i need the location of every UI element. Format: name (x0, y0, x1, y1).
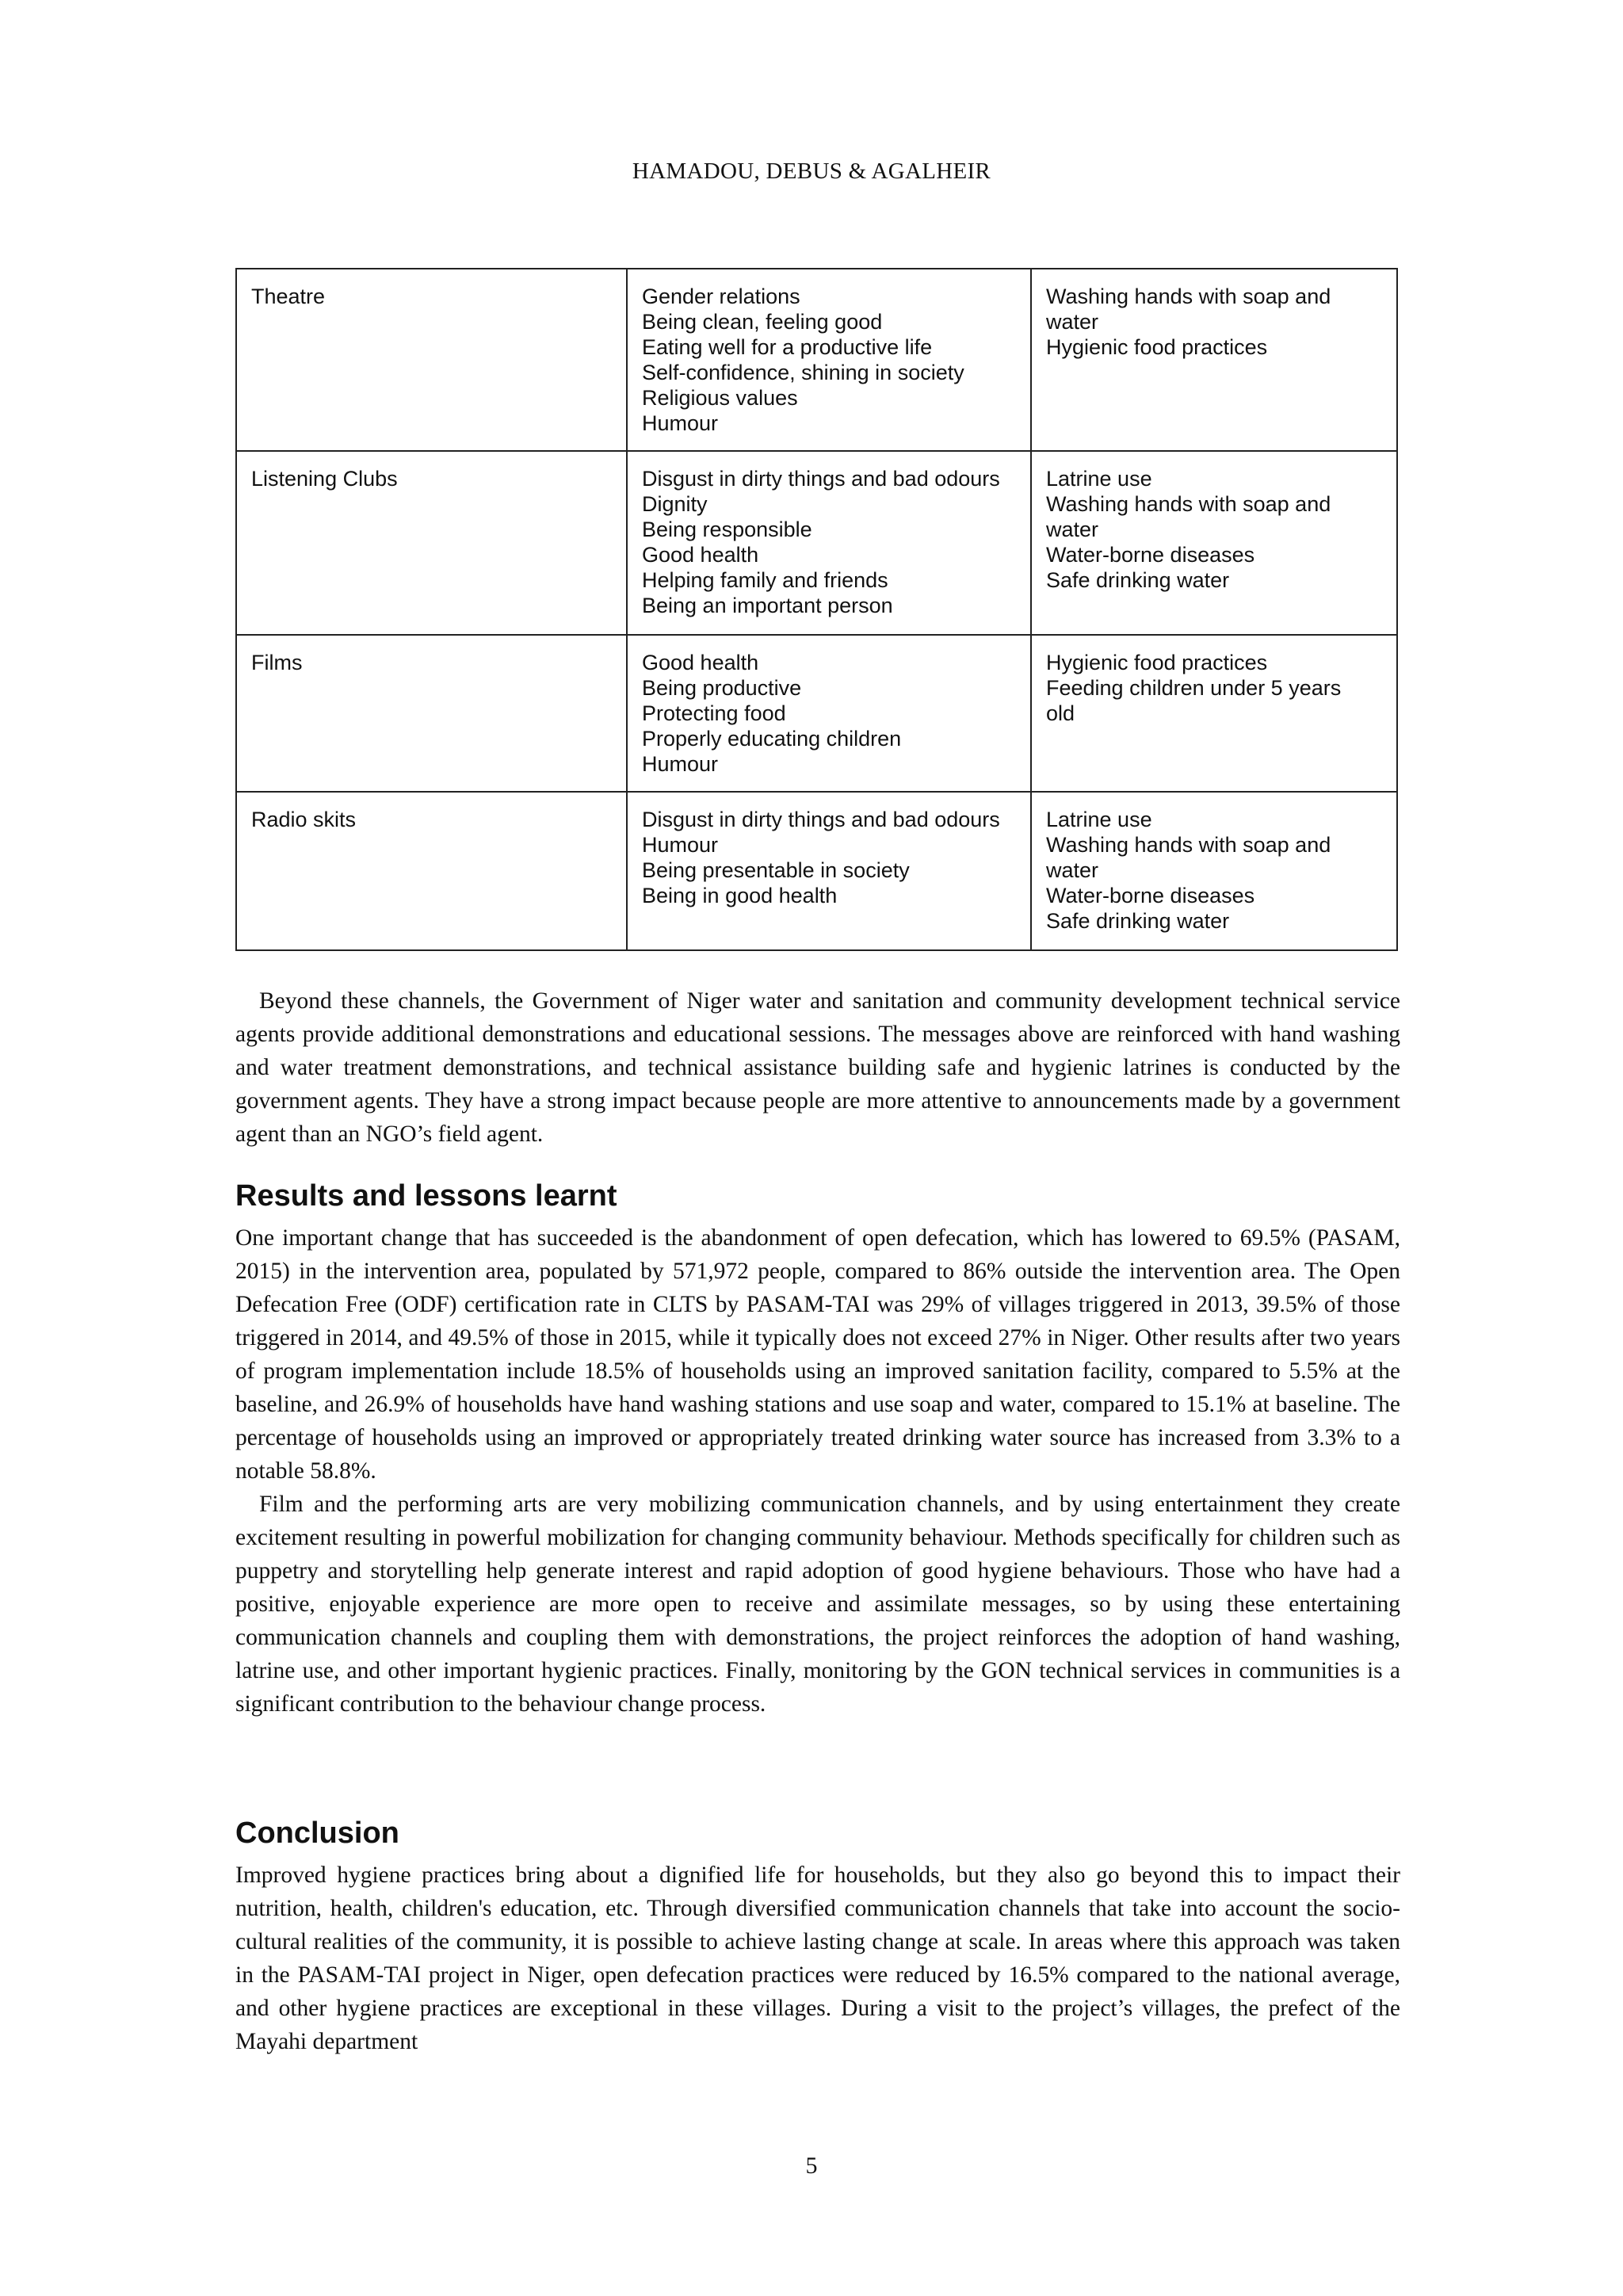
paragraph: Improved hygiene practices bring about a dignified life for households, but they also go beyond this to impact their nutrition, health, children's education, etc. Through diversified communication channels that take into account the socio-cultural realities of the community, it is possible to achieve lasting change at scale. In areas where this approach was taken in the PASAM-TAI project in Niger, open defecation practices were reduced by 16.5% compared to the national average, and other hygiene practices are exceptional in these villages. During a visit to the project’s villages, the prefect of the Mayahi department (235, 1862, 1400, 2054)
theme-item: Eating well for a productive life (642, 335, 933, 359)
practice-item: water (1046, 310, 1099, 334)
table-row (236, 635, 1397, 792)
practice-item: water (1046, 858, 1099, 882)
practice-item: Water-borne diseases (1046, 543, 1255, 567)
channel-name: Radio skits (251, 808, 357, 831)
theme-item: Helping family and friends (642, 568, 888, 592)
theme-item: Humour (642, 411, 719, 435)
theme-item: Humour (642, 752, 719, 776)
theme-item: Being productive (642, 676, 802, 700)
practice-item: old (1046, 701, 1075, 725)
practice-item: Washing hands with soap and (1046, 285, 1331, 308)
paragraph: Film and the performing arts are very mobilizing communication channels, and by using entertainment they create excitement resulting in powerful mobilization for changing community behaviour. Methods specifically for children such as puppetry and storytelling help generate interest and rapid adoption of good hygiene behaviours. Those who have had a positive, enjoyable experience are more open to receive and assimilate messages, so by using these entertaining communication channels and coupling them with demonstrations, the project reinforces the adoption of hand washing, latrine use, and other important hygienic practices. Finally, monitoring by the GON technical services in communities is a significant contribution to the behaviour change process. (235, 1492, 1400, 1717)
theme-item: Being an important person (642, 594, 893, 617)
practice-item: Latrine use (1046, 467, 1152, 491)
theme-item: Disgust in dirty things and bad odours (642, 808, 1000, 831)
theme-item: Disgust in dirty things and bad odours (642, 467, 1000, 491)
theme-item: Being in good health (642, 884, 838, 907)
theme-item: Properly educating children (642, 727, 902, 751)
conclusion-text-block (235, 1859, 1400, 2058)
section-heading-results: Results and lessons learnt (235, 1179, 617, 1213)
table-row (236, 792, 1397, 950)
channel-name: Listening Clubs (251, 467, 398, 491)
themes-cell (627, 792, 1031, 950)
table-row (236, 269, 1397, 451)
practice-item: Feeding children under 5 years (1046, 676, 1342, 700)
channel-name: Theatre (251, 285, 326, 308)
practices-cell (1031, 269, 1397, 451)
theme-item: Religious values (642, 386, 798, 410)
theme-item: Gender relations (642, 285, 800, 308)
practice-item: Washing hands with soap and (1046, 492, 1331, 516)
channel-cell (236, 451, 627, 635)
intro-paragraph-block (235, 984, 1400, 1151)
theme-item: Humour (642, 833, 719, 857)
themes-cell (627, 635, 1031, 792)
table-row (236, 451, 1397, 635)
practice-item: Water-borne diseases (1046, 884, 1255, 907)
theme-item: Being clean, feeling good (642, 310, 883, 334)
table-body (236, 269, 1397, 950)
paragraph: One important change that has succeeded is the abandonment of open defecation, which has lowered to 69.5% (PASAM, 2015) in the intervention area, populated by 571,972 people, compared to 86% outside the intervention area. The Open Defecation Free (ODF) certification rate in CLTS by PASAM-TAI was 29% of villages triggered in 2013, 39.5% of those triggered in 2014, and 49.5% of those in 2015, while it typically does not exceed 27% in Niger. Other results after two years of program implementation include 18.5% of households using an improved sanitation facility, compared to 5.5% at the baseline, and 26.9% of households have hand washing stations and use soap and water, compared to 15.1% at baseline. The percentage of households using an improved or appropriately treated drinking water source has increased from 3.3% to a notable 58.8%. (235, 1225, 1400, 1484)
practice-item: Safe drinking water (1046, 568, 1230, 592)
section-heading-conclusion: Conclusion (235, 1817, 399, 1850)
themes-cell (627, 269, 1031, 451)
running-head: HAMADOU, DEBUS & AGALHEIR (632, 159, 991, 184)
theme-item: Self-confidence, shining in society (642, 361, 964, 384)
channel-cell (236, 269, 627, 451)
practice-item: Latrine use (1046, 808, 1152, 831)
themes-cell (627, 451, 1031, 635)
practice-item: water (1046, 518, 1099, 541)
practices-cell (1031, 451, 1397, 635)
paragraph: Beyond these channels, the Government of Niger water and sanitation and community development technical service agents provide additional demonstrations and educational sessions. The messages above are reinforced with hand washing and water treatment demonstrations, and technical assistance building safe and hygienic latrines is conducted by the government agents. They have a strong impact because people are more attentive to announcements made by a government agent than an NGO’s field agent. (235, 988, 1400, 1147)
practice-item: Safe drinking water (1046, 909, 1230, 933)
communication-channels-table (235, 268, 1398, 951)
theme-item: Protecting food (642, 701, 786, 725)
channel-name: Films (251, 651, 303, 674)
theme-item: Dignity (642, 492, 708, 516)
practices-cell (1031, 635, 1397, 792)
page-number: 5 (805, 2153, 818, 2179)
practice-item: Hygienic food practices (1046, 651, 1268, 674)
practice-item: Hygienic food practices (1046, 335, 1268, 359)
practices-cell (1031, 792, 1397, 950)
theme-item: Good health (642, 651, 759, 674)
theme-item: Being responsible (642, 518, 812, 541)
channel-cell (236, 792, 627, 950)
practice-item: Washing hands with soap and (1046, 833, 1331, 857)
theme-item: Being presentable in society (642, 858, 910, 882)
channel-cell (236, 635, 627, 792)
theme-item: Good health (642, 543, 759, 567)
results-text-block (235, 1221, 1400, 1721)
